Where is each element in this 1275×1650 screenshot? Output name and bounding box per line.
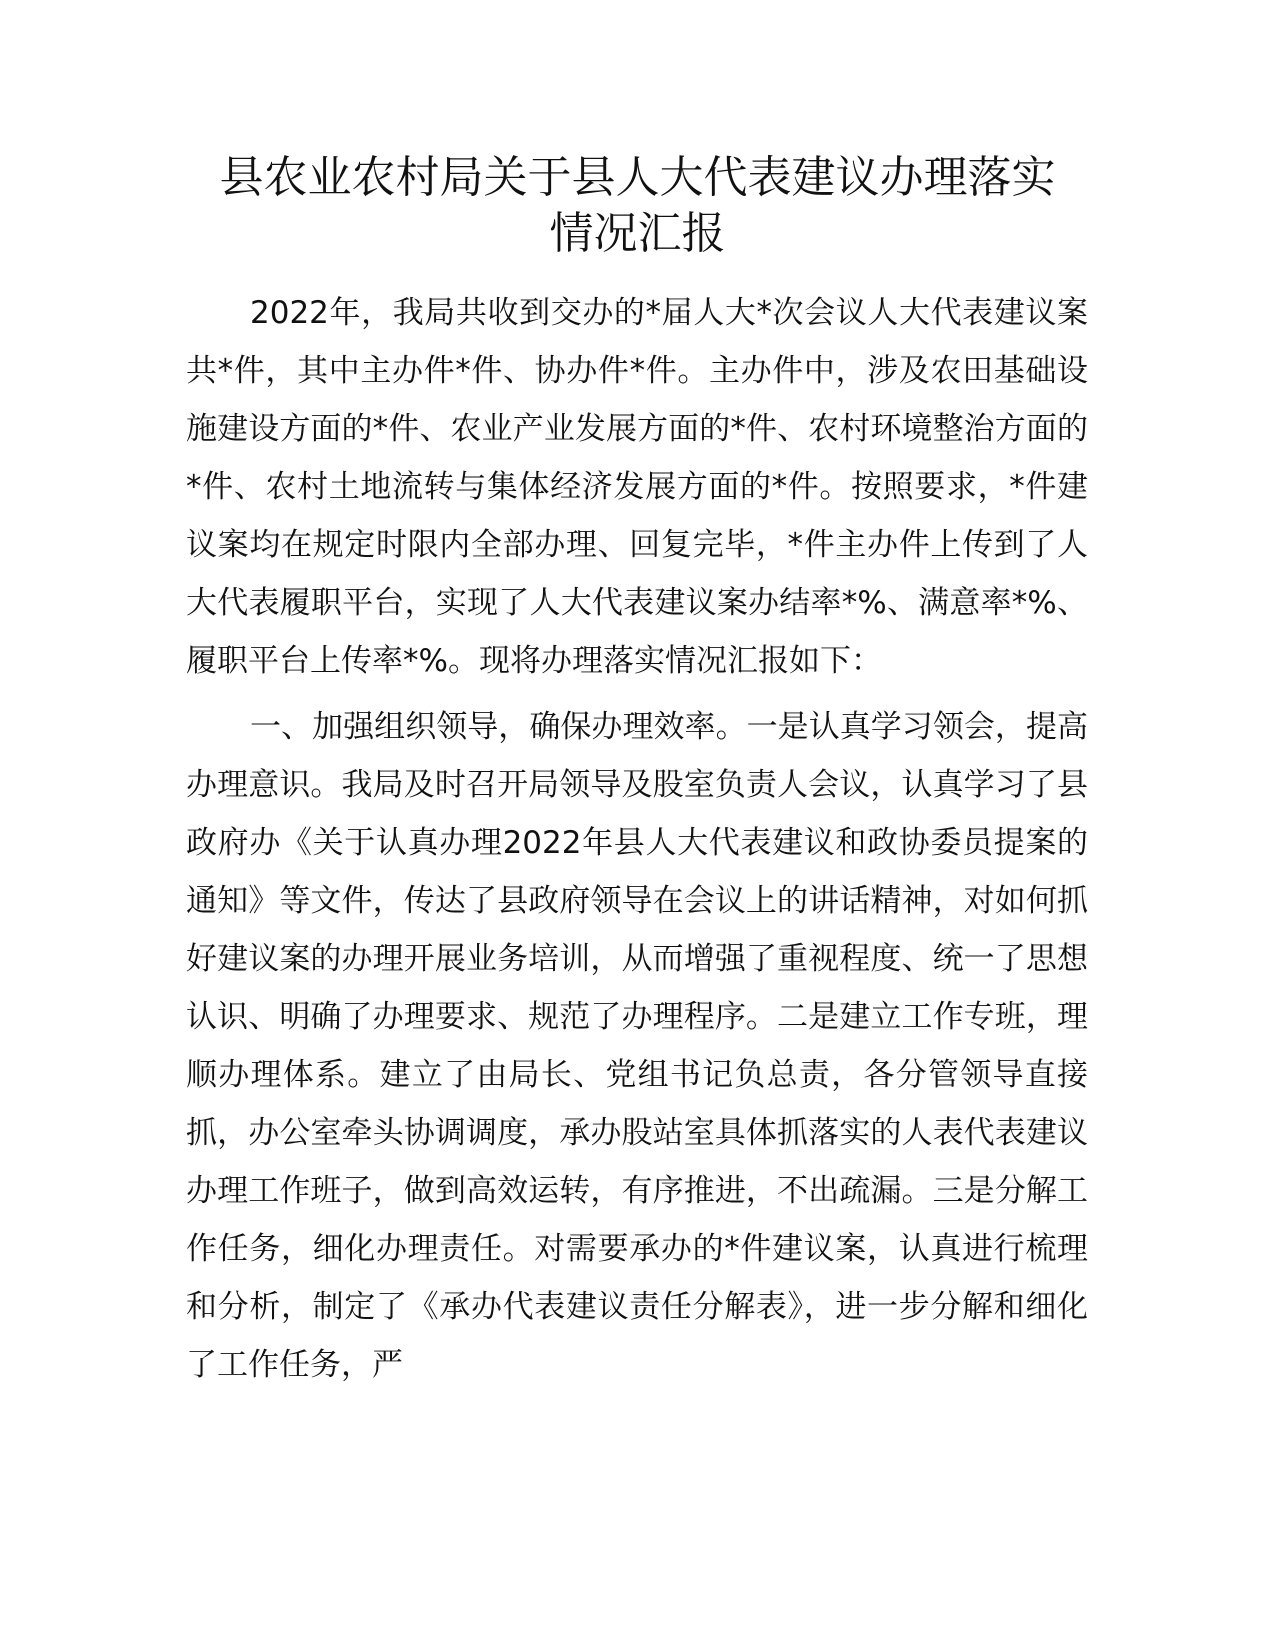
document-title [150, 150, 1125, 262]
document-body [186, 284, 1088, 1394]
document-title-line-1: 县农业农村局关于县人大代表建议办理落实 [219, 152, 1056, 203]
paragraph-section-one: 一、加强组织领导，确保办理效率。一是认真学习领会，提高办理意识。我局及时召开局领导及股室负责人会议，认真学习了县政府办《关于认真办理2022年县人大代表建议和政协委员提案的通知》等文件，传达了县政府领导在会议上的讲话精神，对如何抓好建议案的办理开展业务培训，从而增强了重视程度、统一了思想认识、明确了办理要求、规范了办理程序。二是建立工作专班，理顺办理体系。建立了由局长、党组书记负总责，各分管领导直接抓，办公室牵头协调调度，承办股站室具体抓落实的人表代表建议办理工作班子，做到高效运转，有序推进，不出疏漏。三是分解工作任务，细化办理责任。对需要承办的*件建议案，认真进行梳理和分析，制定了《承办代表建议责任分解表》，进一步分解和细化了工作任务，严 [186, 709, 1088, 1383]
document-title-line-2: 情况汇报 [549, 208, 726, 259]
paragraph-intro: 2022年，我局共收到交办的*届人大*次会议人大代表建议案共*件，其中主办件*件、协办件*件。主办件中，涉及农田基础设施建设方面的*件、农业产业发展方面的*件、农村环境整治方面的*件、农村土地流转与集体经济发展方面的*件。按照要求，*件建议案均在规定时限内全部办理、回复完毕，*件主办件上传到了人大代表履职平台，实现了人大代表建议案办结率*%、满意率*%、履职平台上传率*%。现将办理落实情况汇报如下： [186, 295, 1088, 679]
